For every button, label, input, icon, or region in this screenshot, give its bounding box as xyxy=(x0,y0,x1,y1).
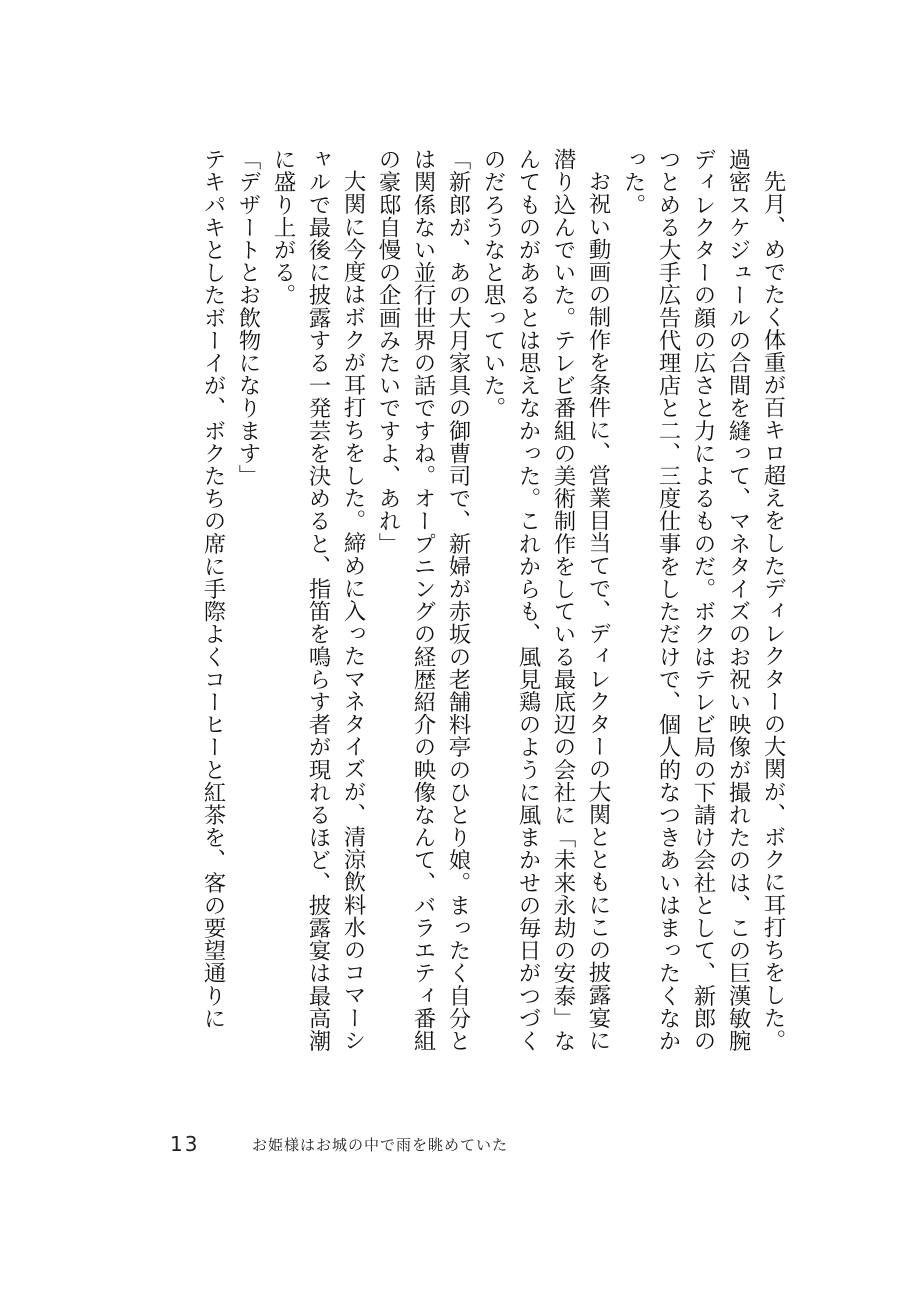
paragraph-6-dialogue: 「デザートとお飲物になります」 xyxy=(235,148,261,487)
paragraph-1: 先月、めでたく体重が百キロ超えをしたディレクターの大関が、ボクに耳打ちをした。 xyxy=(760,170,786,1052)
page-number: 13 xyxy=(170,1132,200,1156)
page-footer xyxy=(170,1132,730,1162)
paragraph-4-dialogue: 「新郎が、あの大月家具の御曹司で、新婦が赤坂の老舗料亭のひとり娘。まったく自分とは関係ない並行世界の話ですね。オープニングの経歴紹介の映像なんて、バラエティ番組の豪邸自慢の企画みたいですよ、あれ」 xyxy=(375,148,471,1052)
paragraph-2: 過密スケジュールの合間を縫って、マネタイズのお祝い映像が撮れたのは、この巨漢敏腕ディレクターの顔の広さと力によるものだ。ボクはテレビ局の下請け会社として、新郎のつとめる大手広告代理店と二、三度仕事をしただけで、個人的なつきあいはまったくなかった。 xyxy=(620,148,751,1052)
paragraph-7: テキパキとしたボーイが、ボクたちの席に手際よくコーヒーと紅茶を、客の要望通りに xyxy=(200,148,226,1030)
paragraph-3: お祝い動画の制作を条件に、営業目当てで、ディレクターの大関とともにこの披露宴に潜り込んでいた。テレビ番組の美術制作をしている最底辺の会社に「未来永劫の安泰」なんてものがあるとは思えなかった。これからも、風見鶏のように風まかせの毎日がつづくのだろうなと思っていた。 xyxy=(480,148,611,1052)
running-title: お姫様はお城の中で雨を眺めていた xyxy=(252,1136,509,1154)
body-text xyxy=(150,148,790,1068)
paragraph-5: 大関に今度はボクが耳打ちをした。締めに入ったマネタイズが、清涼飲料水のコマーシャルで最後に披露する一発芸を決めると、指笛を鳴らす者が現れるほど、披露宴は最高潮に盛り上がる。 xyxy=(270,148,366,1052)
